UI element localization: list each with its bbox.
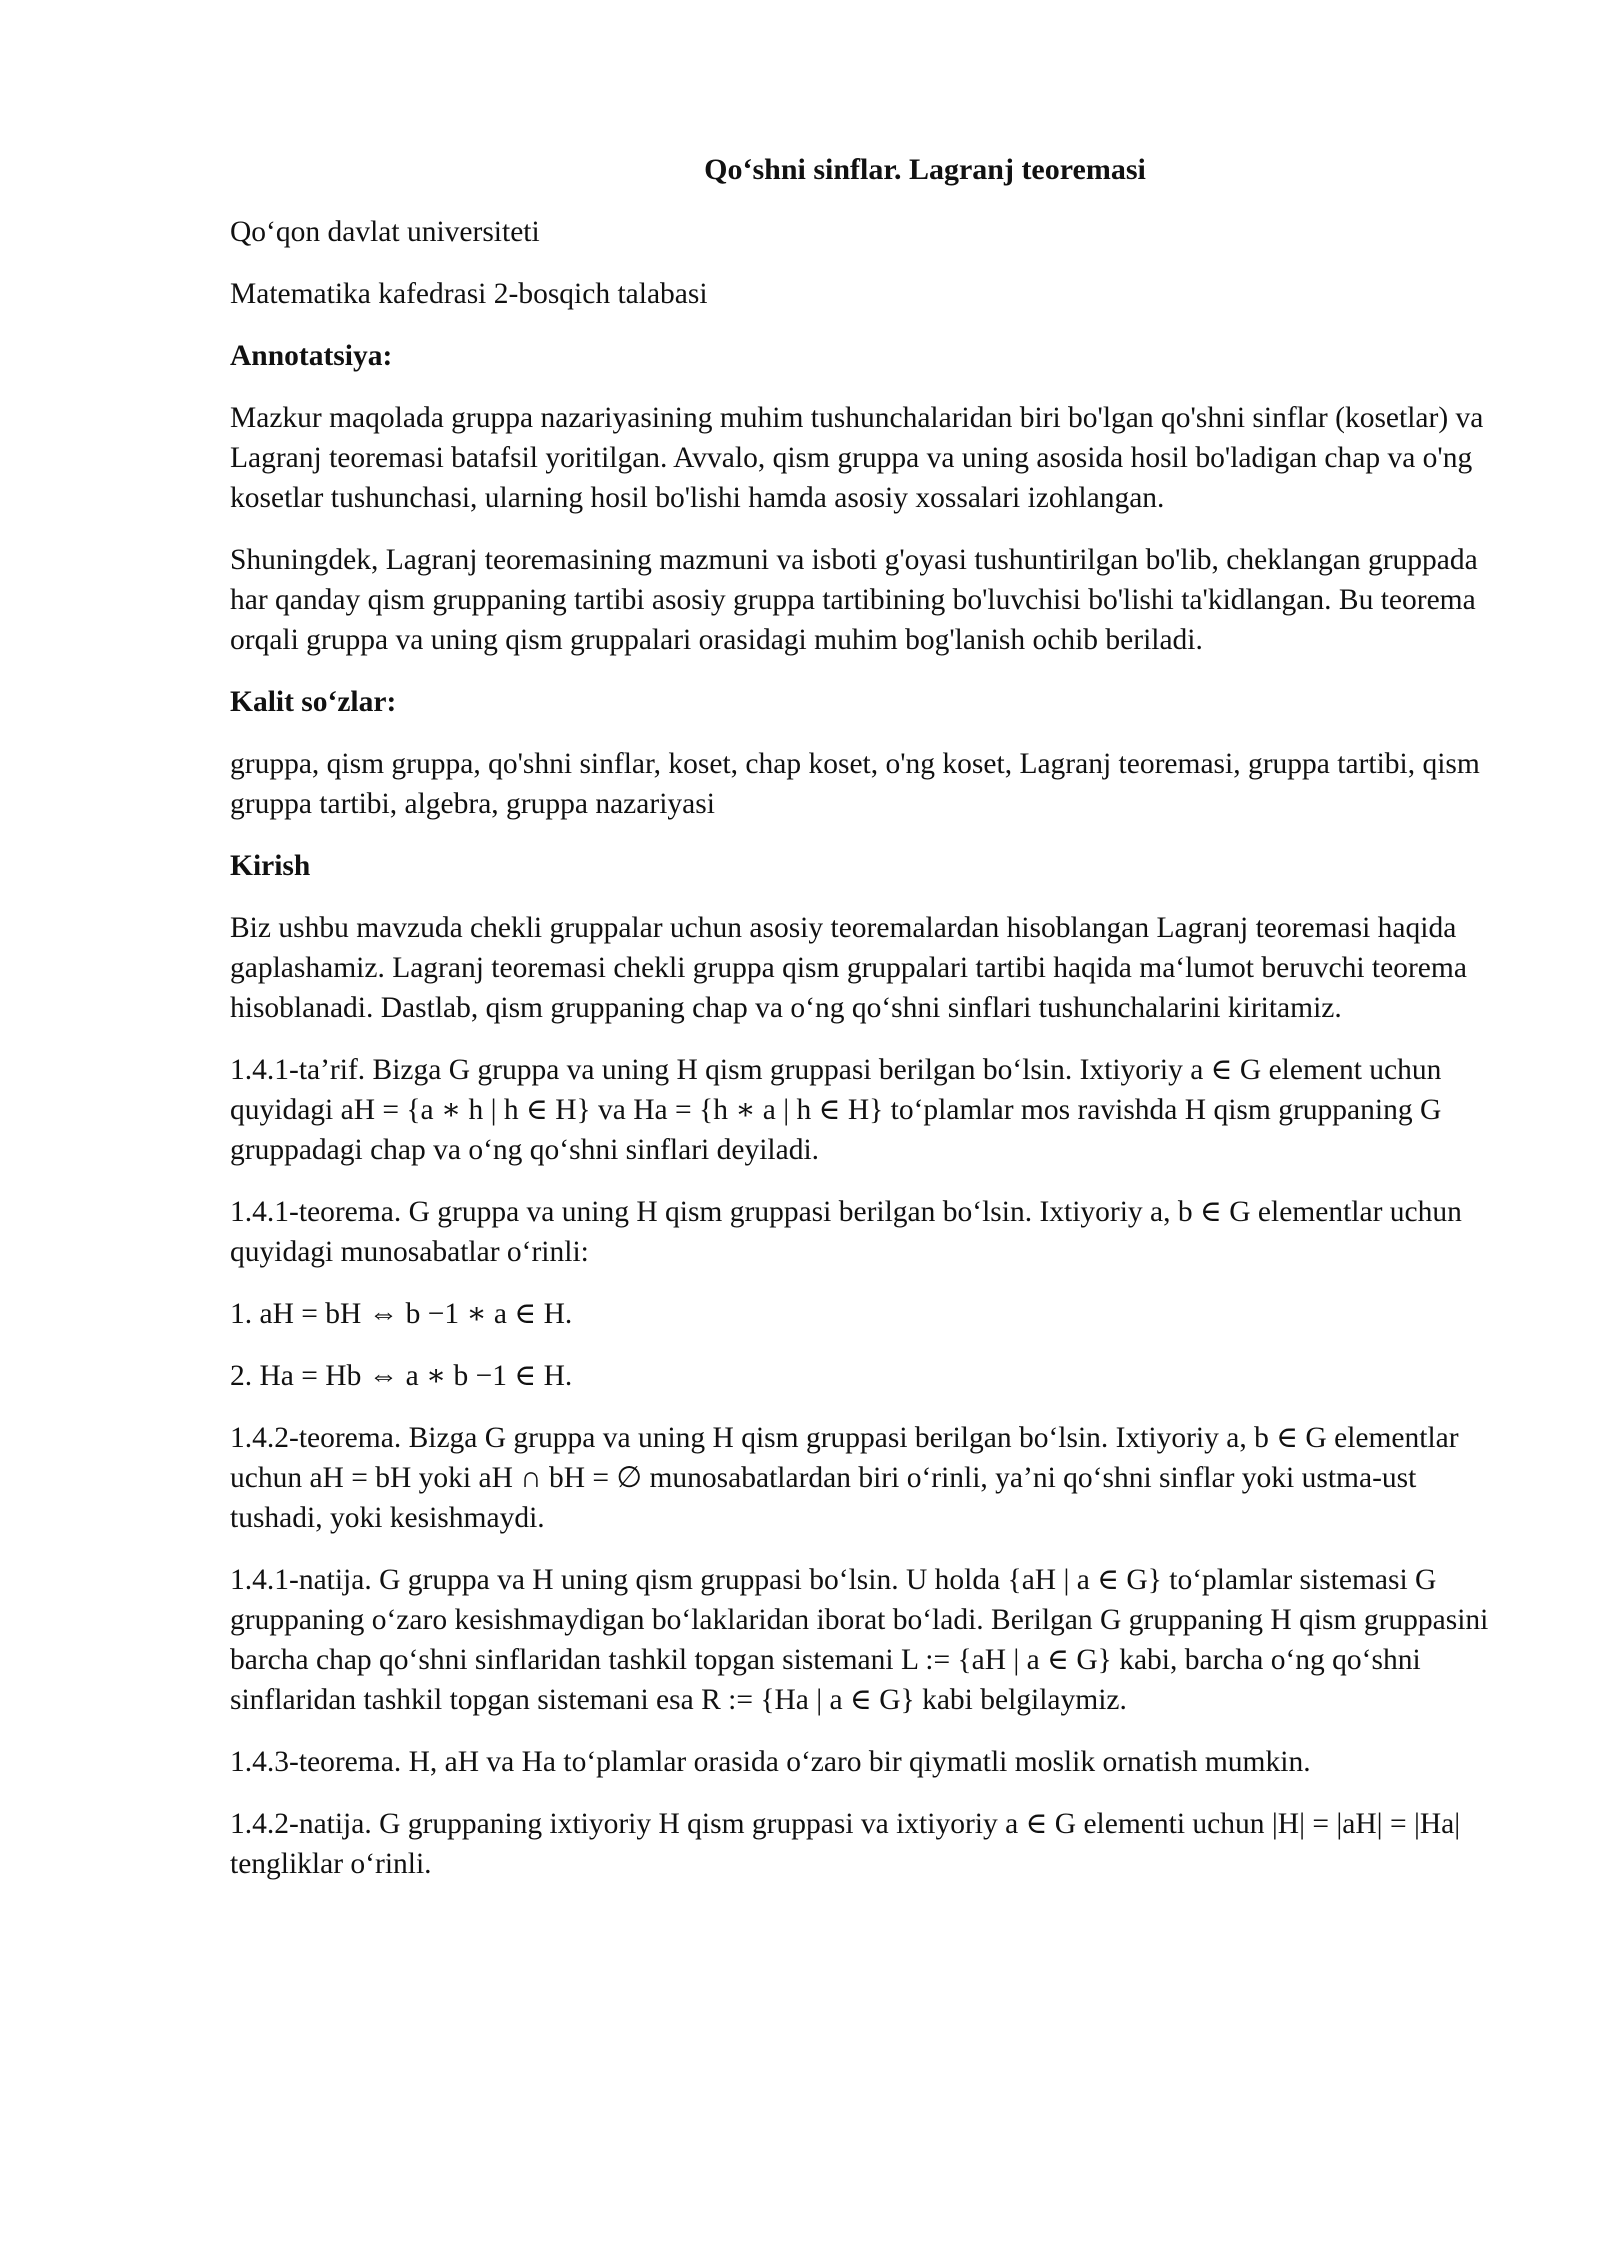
theorem-1-4-1: 1.4.1-teorema. G gruppa va uning H qism gruppasi berilgan bo‘lsin. Ixtiyoriy a, b ∈ G elementlar uchun quyidagi munosabatlar o‘rinli: <box>230 1196 1462 1268</box>
theorem-1-4-3: 1.4.3-teorema. H, aH va Ha to‘plamlar orasida o‘zaro bir qiymatli moslik ornatish mumkin. <box>230 1746 1311 1778</box>
keywords-heading: Kalit so‘zlar: <box>230 686 397 718</box>
annotation-paragraph-1: Mazkur maqolada gruppa nazariyasining muhim tushunchalaridan biri bo'lgan qo'shni sinflar (kosetlar) va Lagranj teoremasi batafsil yoritilgan. Avvalo, qism gruppa va uning asosida hosil bo'ladigan chap va o'ng kosetlar tushunchasi, ularning hosil bo'lishi hamda asosiy xossalari izohlangan. <box>230 402 1484 514</box>
document-title: Qo‘shni sinflar. Lagranj teoremasi <box>704 153 1146 186</box>
annotation-paragraph-2: Shuningdek, Lagranj teoremasining mazmuni va isboti g'oyasi tushuntirilgan bo'lib, cheklangan gruppada har qanday qism gruppaning tartibi asosiy gruppa tartibining bo'luvchisi bo'lishi ta'kidlangan. Bu teorema orqali gruppa va uning qism gruppalari orasidagi muhim bog'lanish ochib beriladi. <box>230 544 1478 656</box>
document-body <box>230 212 1500 1906</box>
corollary-1-4-2: 1.4.2-natija. G gruppaning ixtiyoriy H qism gruppasi va ixtiyoriy a ∈ G elementi uchun |H| = |aH| = |Ha| tengliklar o‘rinli. <box>230 1808 1461 1880</box>
author-position: Matematika kafedrasi 2-bosqich talabasi <box>230 278 708 310</box>
affiliation: Qo‘qon davlat universiteti <box>230 216 540 248</box>
corollary-1-4-1: 1.4.1-natija. G gruppa va H uning qism gruppasi bo‘lsin. U holda {aH | a ∈ G} to‘plamlar sistemasi G gruppaning o‘zaro kesishmaydigan bo‘laklaridan iborat bo‘ladi. Berilgan G gruppaning H qism gruppasini barcha chap qo‘shni sinflaridan tashkil topgan sistemani L := {aH | a ∈ G} kabi, barcha o‘ng qo‘shni sinflaridan tashkil topgan sistemani esa R := {Ha | a ∈ G} kabi belgilaymiz. <box>230 1564 1489 1716</box>
keywords-text: gruppa, qism gruppa, qo'shni sinflar, koset, chap koset, o'ng koset, Lagranj teoremasi, gruppa tartibi, qism gruppa tartibi, algebra, gruppa nazariyasi <box>230 748 1480 820</box>
theorem-1-4-2: 1.4.2-teorema. Bizga G gruppa va uning H qism gruppasi berilgan bo‘lsin. Ixtiyoriy a, b ∈ G elementlar uchun aH = bH yoki aH ∩ bH = ∅ munosabatlardan biri o‘rinli, ya’ni qo‘shni sinflar yoki ustma-ust tushadi, yoki kesishmaydi. <box>230 1422 1459 1534</box>
introduction-paragraph: Biz ushbu mavzuda chekli gruppalar uchun asosiy teoremalardan hisoblangan Lagranj teoremasi haqida gaplashamiz. Lagranj teoremasi chekli gruppa qism gruppalari tartibi haqida ma‘lumot beruvchi teorema hisoblanadi. Dastlab, qism gruppaning chap va o‘ng qo‘shni sinflari tushunchalarini kiritamiz. <box>230 912 1467 1024</box>
definition-1-4-1: 1.4.1-ta’rif. Bizga G gruppa va uning H qism gruppasi berilgan bo‘lsin. Ixtiyoriy a ∈ G element uchun quyidagi aH = {a ∗ h | h ∈ H} va Ha = {h ∗ a | h ∈ H} to‘plamlar mos ravishda H qism gruppaning G gruppadagi chap va o‘ng qo‘shni sinflari deyiladi. <box>230 1054 1442 1166</box>
theorem-item-1: 1. aH = bH ⇔ b −1 ∗ a ∈ H. <box>230 1298 573 1330</box>
introduction-heading: Kirish <box>230 850 311 882</box>
annotation-heading: Annotatsiya: <box>230 340 393 372</box>
theorem-item-2: 2. Ha = Hb ⇔ a ∗ b −1 ∈ H. <box>230 1360 573 1392</box>
